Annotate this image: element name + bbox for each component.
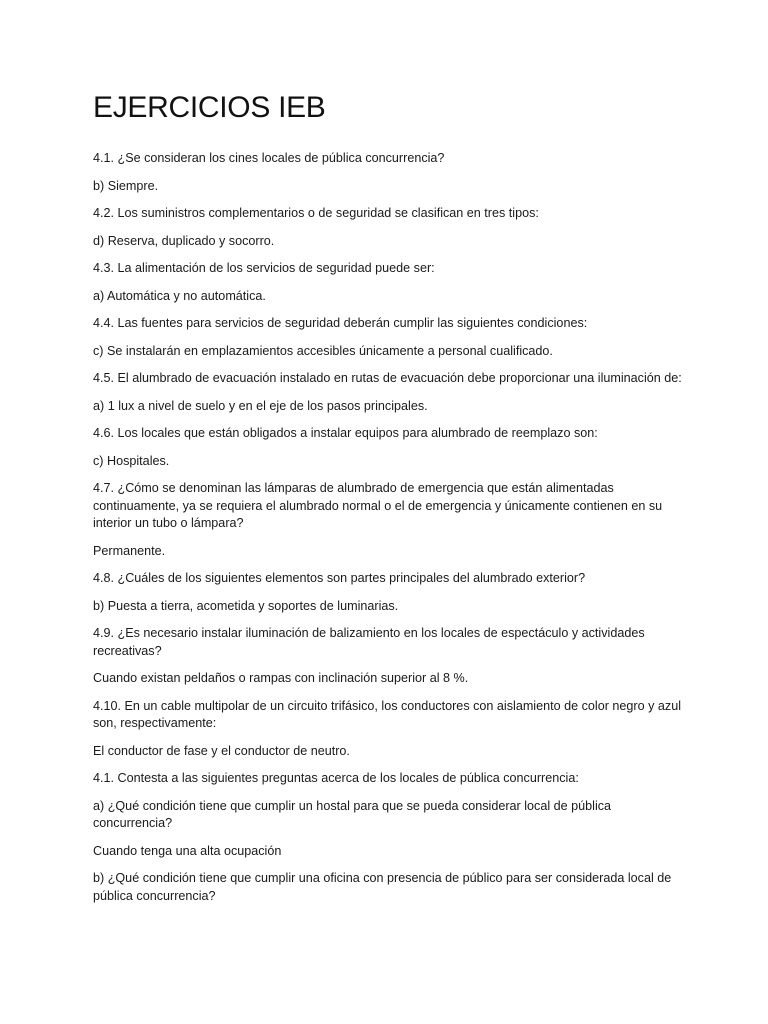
- answer-4-7: Permanente.: [93, 543, 166, 558]
- question-4-5: 4.5. El alumbrado de evacuación instalado en rutas de evacuación debe proporcionar una iluminación de:: [93, 371, 682, 385]
- question-4-8: 4.8. ¿Cuáles de los siguientes elementos son partes principales del alumbrado exterior?: [93, 571, 586, 585]
- question-4-9: 4.9. ¿Es necesario instalar iluminación de balizamiento en los locales de espectáculo y actividades recreativas?: [93, 626, 645, 658]
- question-4-4: 4.4. Las fuentes para servicios de seguridad deberán cumplir las siguientes condiciones:: [93, 316, 588, 330]
- exercise-4-1-question-a: a) ¿Qué condición tiene que cumplir un hostal para que se pueda considerar local de pública concurrencia?: [93, 798, 612, 830]
- exercise-4-1-question-b: b) ¿Qué condición tiene que cumplir una oficina con presencia de público para ser considerada local de pública concurrencia?: [93, 871, 672, 903]
- answer-4-4: c) Se instalarán en emplazamientos accesibles únicamente a personal cualificado.: [93, 343, 553, 358]
- answer-4-3: a) Automática y no automática.: [93, 288, 266, 303]
- question-4-3: 4.3. La alimentación de los servicios de seguridad puede ser:: [93, 261, 435, 275]
- answer-4-9: Cuando existan peldaños o rampas con inclinación superior al 8 %.: [93, 671, 469, 685]
- question-4-6: 4.6. Los locales que están obligados a instalar equipos para alumbrado de reemplazo son:: [93, 426, 598, 440]
- document-content: [93, 88, 683, 915]
- answer-4-8: b) Puesta a tierra, acometida y soportes de luminarias.: [93, 598, 399, 613]
- question-4-2: 4.2. Los suministros complementarios o de seguridad se clasifican en tres tipos:: [93, 206, 539, 220]
- answer-4-1: b) Siempre.: [93, 178, 159, 193]
- question-4-7: 4.7. ¿Cómo se denominan las lámparas de alumbrado de emergencia que están alimentadas continuamente, ya se requiera el alumbrado normal o el de emergencia y únicamente contienen en su interior un tubo o lámpara?: [93, 481, 663, 530]
- question-4-1: 4.1. ¿Se consideran los cines locales de pública concurrencia?: [93, 151, 445, 165]
- document-title: EJERCICIOS IEB: [93, 91, 326, 124]
- answer-4-5: a) 1 lux a nivel de suelo y en el eje de los pasos principales.: [93, 398, 428, 413]
- answer-4-10: El conductor de fase y el conductor de neutro.: [93, 743, 350, 758]
- answer-4-6: c) Hospitales.: [93, 453, 170, 468]
- question-4-10: 4.10. En un cable multipolar de un circuito trifásico, los conductores con aislamiento de color negro y azul son, respectivamente:: [93, 698, 682, 730]
- exercise-4-1-answer-a: Cuando tenga una alta ocupación: [93, 843, 282, 858]
- answer-4-2: d) Reserva, duplicado y socorro.: [93, 233, 275, 248]
- exercise-4-1-intro: 4.1. Contesta a las siguientes preguntas acerca de los locales de pública concurrencia:: [93, 771, 579, 785]
